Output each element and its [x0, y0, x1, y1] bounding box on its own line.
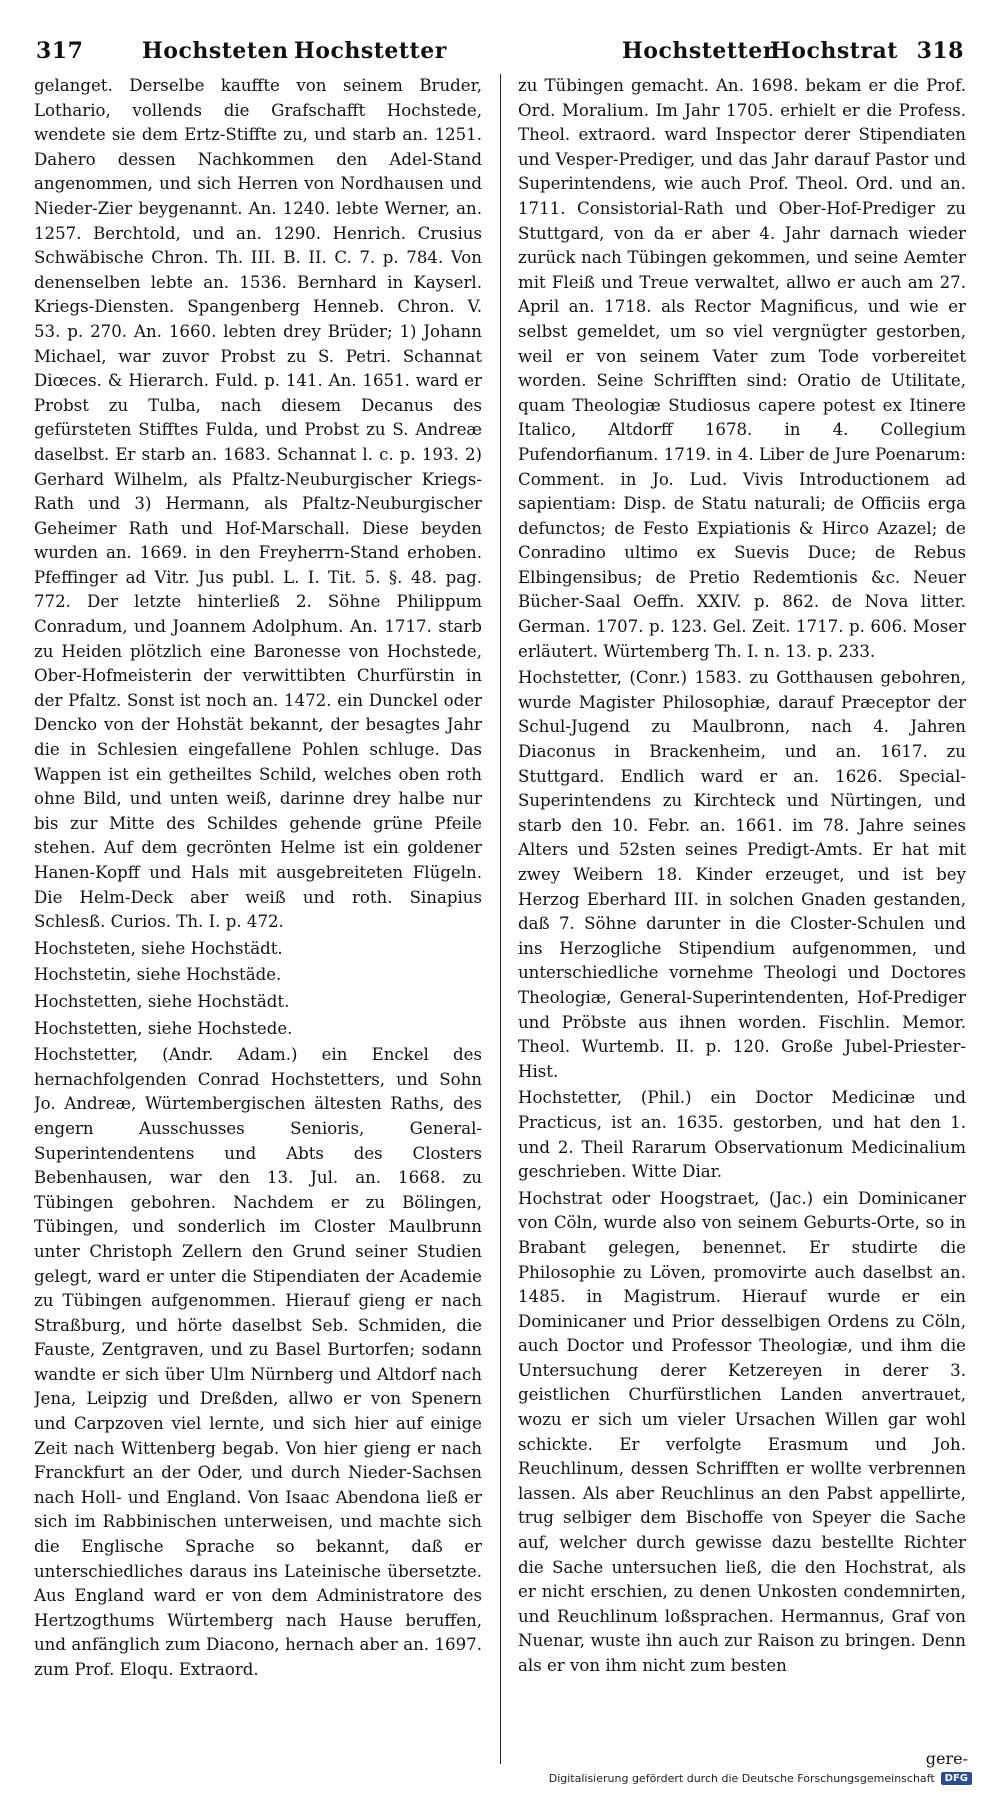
- running-header: [32, 28, 968, 69]
- right-page-number: 318: [916, 38, 964, 64]
- entry-paragraph: Hochstrat oder Hoogstraet, (Jac.) ein Dominicaner von Cöln, wurde also von seinem Geburts-Orte, so in Brabant gelegen, benennet. Er studirte die Philosophie zu Löven, promovirte auch daselbst an. 1485. in Magistrum. Hierauf wurde er ein Dominicaner und Prior desselbigen Ordens zu Cöln, auch Doctor und Professor Theologiæ, und ihm die Untersuchung derer Ketzereyen in derer 3. geistlichen Churfürstlichen Landen anvertrauet, wozu er sich um vieler Ursachen Willen gar wohl schickte. Er verfolgte Erasmum und Joh. Reuchlinum, dessen Schrifften er wollte verbrennen lassen. Als aber Reuchlinus an den Pabst appellirte, trug selbiger dem Bischoffe von Speyer die Sache auf, welcher durch gewisse dazu bestellte Richter die Sache untersuchen ließ, die den Hochstrat, als er nicht erschien, zu denen Unkosten condemnirten, und Reuchlinum loßsprachen. Hermannus, Graf von Nuenar, wuste ihn auch zur Raison zu bringen. Denn als er von ihm nicht zum besten: [518, 1188, 966, 1675]
- footer-credit-text: Digitalisierung gefördert durch die Deutsche Forschungsgemeinschaft: [548, 1772, 935, 1785]
- cross-reference-entry: Hochstetten, siehe Hochstädt.: [34, 991, 290, 1011]
- cross-reference-entry: Hochstetin, siehe Hochstäde.: [34, 965, 282, 985]
- entry-paragraph: Hochstetter, (Andr. Adam.) ein Enckel des hernachfolgenden Conrad Hochstetters, und Sohn Jo. Andreæ, Würtembergischen ältesten Raths, des engern Ausschusses Senioris, General-Superintendentens und Abts des Closters Bebenhausen, war den 13. Jul. an. 1668. zu Tübingen gebohren. Nachdem er zu Bölingen, Tübingen, und sonderlich im Closter Maulbrunn unter Christoph Zellern den Grund seiner Studien gelegt, ward er unter die Stipendiaten der Academie zu Tübingen aufgenommen. Hierauf gieng er nach Straßburg, und hörte daselbst Seb. Schmiden, die Fauste, Zentgraven, und zu Basel Burtorfen; sodann wandte er sich über Ulm Nürnberg und Altdorf nach Jena, Leipzig und Dreßden, allwo er von Spenern und Carpzoven viel lernte, und sich hier auf einige Zeit nach Wittenberg begab. Von hier gieng er nach Franckfurt an der Oder, und durch Nieder-Sachsen nach Holl- und England. Von Isaac Abendona ließ er sich im Rabbinischen unterweisen, und machte sich die Englische Sprache so bekannt, daß er unterschiedliches daraus ins Lateinische übersetzte. Aus England ward er von dem Administratore des Hertzogthums Würtemberg nach Hause beruffen, und anfänglich zum Diacono, hernach aber an. 1697. zum Prof. Eloqu. Extraord.: [34, 1045, 482, 1679]
- right-column: [518, 74, 966, 1764]
- right-running-head-first: Hochstetter: [622, 38, 775, 64]
- dfg-logo-icon: DFG: [941, 1772, 972, 1785]
- right-running-head-last: Hochstrat: [770, 38, 898, 64]
- left-page-number: 317: [36, 38, 84, 64]
- catchword: gere-: [925, 1749, 968, 1768]
- text-columns: [32, 74, 968, 1768]
- book-page: [32, 28, 968, 1768]
- entry-paragraph: Hochstetter, (Phil.) ein Doctor Medicinæ und Practicus, ist an. 1635. gestorben, und hat den 1. und 2. Theil Rararum Observationum Medicinalium geschrieben. Witte Diar.: [518, 1088, 966, 1182]
- column-divider: [500, 74, 501, 1764]
- cross-reference-entry: Hochstetten, siehe Hochstede.: [34, 1018, 293, 1038]
- left-running-head-last: Hochstetter: [294, 38, 447, 64]
- left-running-head-first: Hochsteten: [142, 38, 289, 64]
- cross-reference-entry: Hochsteten, siehe Hochstädt.: [34, 938, 283, 958]
- entry-paragraph: gelanget. Derselbe kauffte von seinem Bruder, Lothario, vollends die Grafschafft Hochstede, wendete sie dem Ertz-Stiffte zu, und starb an. 1251. Dahero dessen Nachkommen den Adel-Stand angenommen, und sich Herren von Nordhausen und Nieder-Zier beygenannt. An. 1240. lebte Werner, an. 1257. Berchtold, und an. 1290. Henrich. Crusius Schwäbische Chron. Th. III. B. II. C. 7. p. 784. Von denenselben lebte an. 1536. Bernhard in Kayserl. Kriegs-Diensten. Spangenberg Henneb. Chron. V. 53. p. 270. An. 1660. lebten drey Brüder; 1) Johann Michael, war zuvor Probst zu S. Petri. Schannat Diœces. & Hierarch. Fuld. p. 141. An. 1651. ward er Probst zu Tulba, nach diesem Decanus des gefürsteten Stifftes Fulda, und Probst zu S. Andreæ daselbst. Er starb an. 1683. Schannat l. c. p. 193. 2) Gerhard Wilhelm, als Pfaltz-Neuburgischer Kriegs-Rath und 3) Hermann, als Pfaltz-Neuburgischer Geheimer Rath und Hof-Marschall. Diese beyden wurden an. 1669. in den Freyherrn-Stand erhoben. Pfeffinger ad Vitr. Jus publ. L. I. Tit. 5. §. 48. pag. 772. Der letzte hinterließ 2. Söhne Philippum Conradum, und Joannem Adolphum. An. 1717. starb zu Heiden plötzlich eine Baronesse von Hochstede, Ober-Hofmeisterin der verwittibten Churfürstin in der Pfaltz. Sonst ist noch an. 1472. ein Dunckel oder Dencko von der Hohstät bekannt, der besagtes Jahr die in Schlesien eingefallene Pohlen schluge. Das Wappen ist ein getheiltes Schild, welches oben roth ohne Bild, und unten weiß, darinne drey halbe nur bis zur Mitte des Schildes gehende grüne Pfeile stehen. Auf dem gecrönten Helme ist ein goldener Hanen-Kopff und Hals mit ausgebreiteten Flügeln. Die Helm-Deck aber weiß und roth. Sinapius Schlesß. Curios. Th. I. p. 472.: [34, 76, 482, 932]
- left-column: [34, 74, 482, 1764]
- digitization-footer: [549, 1772, 972, 1785]
- entry-paragraph: Hochstetter, (Conr.) 1583. zu Gotthausen gebohren, wurde Magister Philosophiæ, darauf Præceptor der Schul-Jugend zu Maulbronn, nach 4. Jahren Diaconus in Brackenheim, und an. 1617. zu Stuttgard. Endlich ward er an. 1626. Special-Superintendens zu Kirchteck und Nürtingen, und starb den 10. Febr. an. 1661. im 78. Jahre seines Alters und 52sten seines Predigt-Amts. Er hat mit zwey Weibern 18. Kinder erzeuget, und ist bey Herzog Eberhard III. in solchen Gnaden gestanden, daß 7. Söhne darunter in die Closter-Schulen und ins Herzogliche Stipendium aufgenommen, und unterschiedliche vornehme Theologi und Doctores Theologiæ, General-Superintendenten, Hof-Prediger und Pröbste aus ihnen worden. Fischlin. Memor. Theol. Wurtemb. II. p. 120. Große Jubel-Priester-Hist.: [518, 668, 966, 1081]
- entry-paragraph: zu Tübingen gemacht. An. 1698. bekam er die Prof. Ord. Moralium. Im Jahr 1705. erhielt er die Profess. Theol. extraord. ward Inspector derer Stipendiaten und Vesper-Prediger, und das Jahr darauf Pastor und Superintendens, wie auch Prof. Theol. Ord. und an. 1711. Consistorial-Rath und Ober-Hof-Prediger zu Stuttgard, von da er aber 4. Jahr darnach wieder zurück nach Tübingen gekommen, und seine Aemter mit Fleiß und Treue verwaltet, allwo er auch am 27. April an. 1718. als Rector Magnificus, und wie er selbst gemeldet, um so viel vergnügter gestorben, weil er von seinem Vater zum Tode vorbereitet worden. Seine Schrifften sind: Oratio de Utilitate, quam Theologiæ Studiosus capere potest ex Itinere Italico, Altdorff 1678. in 4. Collegium Pufendorfianum. 1719. in 4. Liber de Jure Poenarum: Comment. in Jo. Lud. Vivis Introductionem ad sapientiam: Disp. de Statu naturali; de Officiis erga defunctos; de Festo Expiationis & Hirco Azazel; de Conradino ultimo ex Suevis Duce; de Rebus Elbingensibus; de Pretio Redemtionis &c. Neuer Bücher-Saal Oeffn. XXIV. p. 862. de Nova litter. German. 1707. p. 123. Gel. Zeit. 1717. p. 606. Moser erläutert. Würtemberg Th. I. n. 13. p. 233.: [518, 76, 966, 661]
